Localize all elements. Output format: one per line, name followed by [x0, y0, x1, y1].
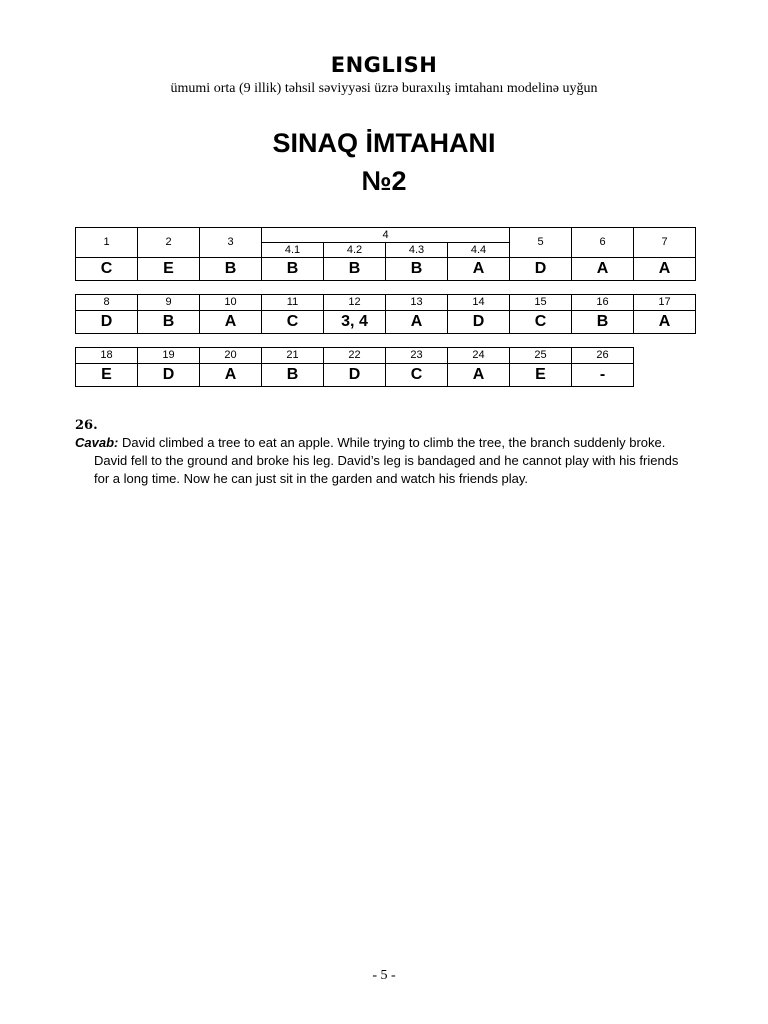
answer-cell: A — [386, 311, 448, 334]
answer-label: Cavab: — [75, 435, 119, 450]
question-number: 5 — [510, 228, 572, 258]
question-number: 11 — [262, 295, 324, 311]
answer-cell: E — [76, 364, 138, 387]
title-line-2: №2 — [361, 166, 407, 196]
question-number: 16 — [572, 295, 634, 311]
answer-cell: D — [448, 311, 510, 334]
question-number: 4.3 — [386, 243, 448, 258]
question-number: 25 — [510, 348, 572, 364]
answer-key-table-2 — [75, 294, 696, 334]
question-number: 24 — [448, 348, 510, 364]
subject-title: ENGLISH — [330, 53, 438, 77]
answer-cell: 3, 4 — [324, 311, 386, 334]
question-group-header: 4 — [262, 228, 510, 243]
answer-text: David climbed a tree to eat an apple. While trying to climb the tree, the branch suddenly broke. David fell to the ground and broke his leg. David’s leg is bandaged and he cannot play with his friends for a long time. Now he can just sit in the garden and watch his friends play. — [94, 435, 679, 486]
title-line-1: SINAQ İMTAHANI — [272, 128, 496, 158]
answer-cell: A — [200, 311, 262, 334]
answer-cell: D — [138, 364, 200, 387]
question-number: 10 — [200, 295, 262, 311]
question-number: 1 — [76, 228, 138, 258]
question-number: 17 — [634, 295, 696, 311]
question-number: 20 — [200, 348, 262, 364]
answer-cell: A — [634, 258, 696, 281]
question-26-section — [75, 418, 695, 488]
answer-key-table-3 — [75, 347, 634, 387]
answer-cell: C — [262, 311, 324, 334]
question-number: 26 — [572, 348, 634, 364]
question-number: 18 — [76, 348, 138, 364]
answer-cell: A — [572, 258, 634, 281]
answer-cell: B — [572, 311, 634, 334]
answer-cell: B — [138, 311, 200, 334]
answer-cell: B — [324, 258, 386, 281]
answer-cell: D — [324, 364, 386, 387]
answer-key-table-1 — [75, 227, 696, 281]
answer-cell: C — [510, 311, 572, 334]
question-number: 4.1 — [262, 243, 324, 258]
question-number: 15 — [510, 295, 572, 311]
answer-cell: A — [200, 364, 262, 387]
answer-cell: A — [448, 258, 510, 281]
answer-cell: C — [76, 258, 138, 281]
question-number: 7 — [634, 228, 696, 258]
question-number: 4.2 — [324, 243, 386, 258]
question-number: 19 — [138, 348, 200, 364]
answer-cell: A — [448, 364, 510, 387]
question-number: 23 — [386, 348, 448, 364]
question-number: 14 — [448, 295, 510, 311]
exam-description: ümumi orta (9 illik) təhsil səviyyəsi üzrə buraxılış imtahanı modelinə uyğun — [170, 81, 598, 96]
answer-cell: E — [510, 364, 572, 387]
page-title — [0, 124, 768, 200]
answer-cell: B — [386, 258, 448, 281]
question-number: 8 — [76, 295, 138, 311]
answer-cell: B — [262, 258, 324, 281]
answer-cell: B — [200, 258, 262, 281]
question-number: 12 — [324, 295, 386, 311]
answer-cell: D — [76, 311, 138, 334]
question-26-answer — [75, 434, 695, 488]
question-number: 22 — [324, 348, 386, 364]
answer-cell: A — [634, 311, 696, 334]
question-number: 4.4 — [448, 243, 510, 258]
document-header — [0, 52, 768, 98]
question-number: 2 — [138, 228, 200, 258]
answer-cell: E — [138, 258, 200, 281]
answer-cell: - — [572, 364, 634, 387]
answer-cell: D — [510, 258, 572, 281]
answer-cell: C — [386, 364, 448, 387]
page-number: - 5 - — [372, 968, 396, 983]
question-number: 13 — [386, 295, 448, 311]
question-number: 21 — [262, 348, 324, 364]
question-number: 9 — [138, 295, 200, 311]
question-number: 3 — [200, 228, 262, 258]
question-26-number: 26. — [75, 418, 98, 433]
answer-cell: B — [262, 364, 324, 387]
question-number: 6 — [572, 228, 634, 258]
